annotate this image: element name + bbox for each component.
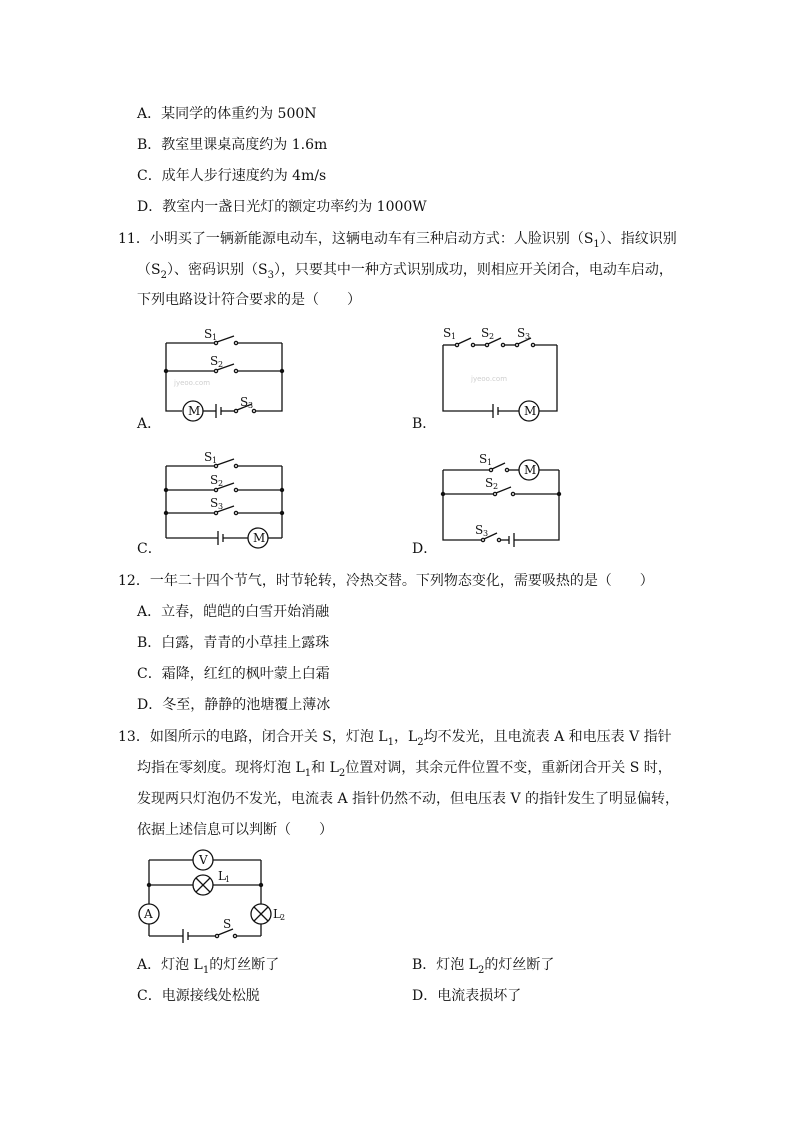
switch-label: S [481,326,490,340]
q13-stem-line4: 依据上述信息可以判断（ ） [137,822,333,838]
switch-sub: 3 [218,502,224,511]
q11-circuit-c [160,450,290,545]
q13-option-c: C．电源接线处松脱 [137,988,260,1004]
motor-label: M [253,531,266,545]
q12-option-a: A．立春，皑皑的白雪开始消融 [137,604,330,620]
q13-stem-line1 [118,728,672,752]
q13-stem-text: 和 L [311,760,339,776]
switch-label: S [485,476,494,490]
q13-option-text: 的灯丝断了 [209,957,280,973]
q13-option-text: 的灯丝断了 [484,957,555,973]
q13-sub: 2 [417,736,424,748]
q11-stem-line3: 下列电路设计符合要求的是（ ） [137,292,361,308]
switch-sub: 2 [493,482,499,491]
q13-stem-text: 位置对调，其余元件位置不变，重新闭合开关 S 时， [345,760,672,776]
switch-label: S [479,452,488,466]
q11-option-a-label: A． [137,416,162,432]
bulb-sub: 1 [225,875,231,884]
q12-option-b: B．白露，青青的小草挂上露珠 [137,635,330,651]
switch-label: S [223,917,232,931]
q13-stem-line2 [137,759,672,783]
q11-circuit-b [437,325,567,417]
watermark: jyeoo.com [471,375,508,383]
q13-sub: 2 [338,767,346,779]
q13-stem-text: 均指在零刻度。现将灯泡 L [137,760,305,776]
q13-stem-text: ，L [393,729,418,745]
switch-sub: 2 [218,360,224,369]
ammeter-label: A [144,907,153,921]
switch-label: S [210,473,219,487]
switch-label: S [210,354,219,368]
switch-label: S [240,395,249,409]
q13-sub: 1 [202,964,210,976]
q13-stem-text: 均不发光，且电流表 A 和电压表 V 指针 [423,729,672,745]
q11-stem-text: ），只要其中一种方式识别成功，则相应开关闭合，电动车启动， [273,262,673,278]
q11-stem-text: ）、密码识别（S [166,262,268,278]
bulb-label: L [273,907,281,921]
bulb-sub: 2 [280,913,286,922]
switch-label: S [475,523,484,537]
switch-sub: 3 [483,529,489,538]
q10-option-b: B．教室里课桌高度约为 1.6m [137,137,328,153]
motor-label: M [524,404,537,418]
q11-sub: 1 [593,238,600,250]
q11-option-c-label: C． [137,541,162,557]
switch-label: S [204,327,213,341]
voltmeter-label: V [199,853,208,867]
bulb-label: L [218,869,226,883]
q13-stem-line3: 发现两只灯泡仍不发光，电流表 A 指针仍然不动，但电压表 V 的指针发生了明显偏转， [137,791,680,807]
q11-circuit-a [160,325,290,417]
q10-option-a: A．某同学的体重约为 500N [137,106,317,122]
switch-sub: 3 [248,401,254,410]
switch-sub: 2 [218,479,224,488]
q12-option-c: C．霜降，红红的枫叶蒙上白霜 [137,666,330,682]
switch-sub: 1 [487,458,493,467]
q13-option-b [412,956,554,980]
switch-sub: 1 [212,333,218,342]
q11-option-d-label: D． [412,541,438,557]
q12-stem: 12．一年二十四个节气，时节轮转，冷热交替。下列物态变化，需要吸热的是（ ） [118,573,654,589]
q11-option-b-label: B． [412,416,437,432]
switch-sub: 2 [489,332,495,341]
switch-sub: 1 [212,456,218,465]
q11-stem-line1 [118,230,677,254]
q13-option-a [137,956,279,980]
switch-label: S [210,496,219,510]
switch-label: S [204,450,213,464]
motor-label: M [188,404,201,418]
q11-stem-text: 11．小明买了一辆新能源电动车，这辆电动车有三种启动方式：人脸识别（S [118,231,594,247]
switch-sub: 1 [451,332,457,341]
q13-circuit [135,848,295,948]
switch-label: S [443,326,452,340]
q13-sub: 1 [304,767,312,779]
q13-option-d: D．电流表损坏了 [412,988,522,1004]
q12-option-d: D．冬至，静静的池塘覆上薄冰 [137,697,331,713]
q11-stem-text: ）、指纹识别 [599,231,677,247]
switch-label: S [517,326,526,340]
q13-stem-text: 13．如图所示的电路，闭合开关 S，灯泡 L [118,729,388,745]
q11-sub: 3 [267,269,274,281]
q10-option-c: C．成年人步行速度约为 4m/s [137,168,327,184]
q11-circuit-d [437,450,567,548]
watermark: jyeoo.com [174,379,211,387]
q11-sub: 2 [160,269,167,281]
motor-label: M [524,463,537,477]
q13-option-text: A．灯泡 L [137,957,203,973]
switch-sub: 3 [525,332,531,341]
q13-option-text: B．灯泡 L [412,957,479,973]
q13-sub: 2 [478,964,485,976]
q11-stem-line2 [137,261,673,285]
q11-stem-text: （S [137,262,161,278]
q10-option-d: D．教室内一盏日光灯的额定功率约为 1000W [137,199,427,215]
q13-sub: 1 [387,736,394,748]
